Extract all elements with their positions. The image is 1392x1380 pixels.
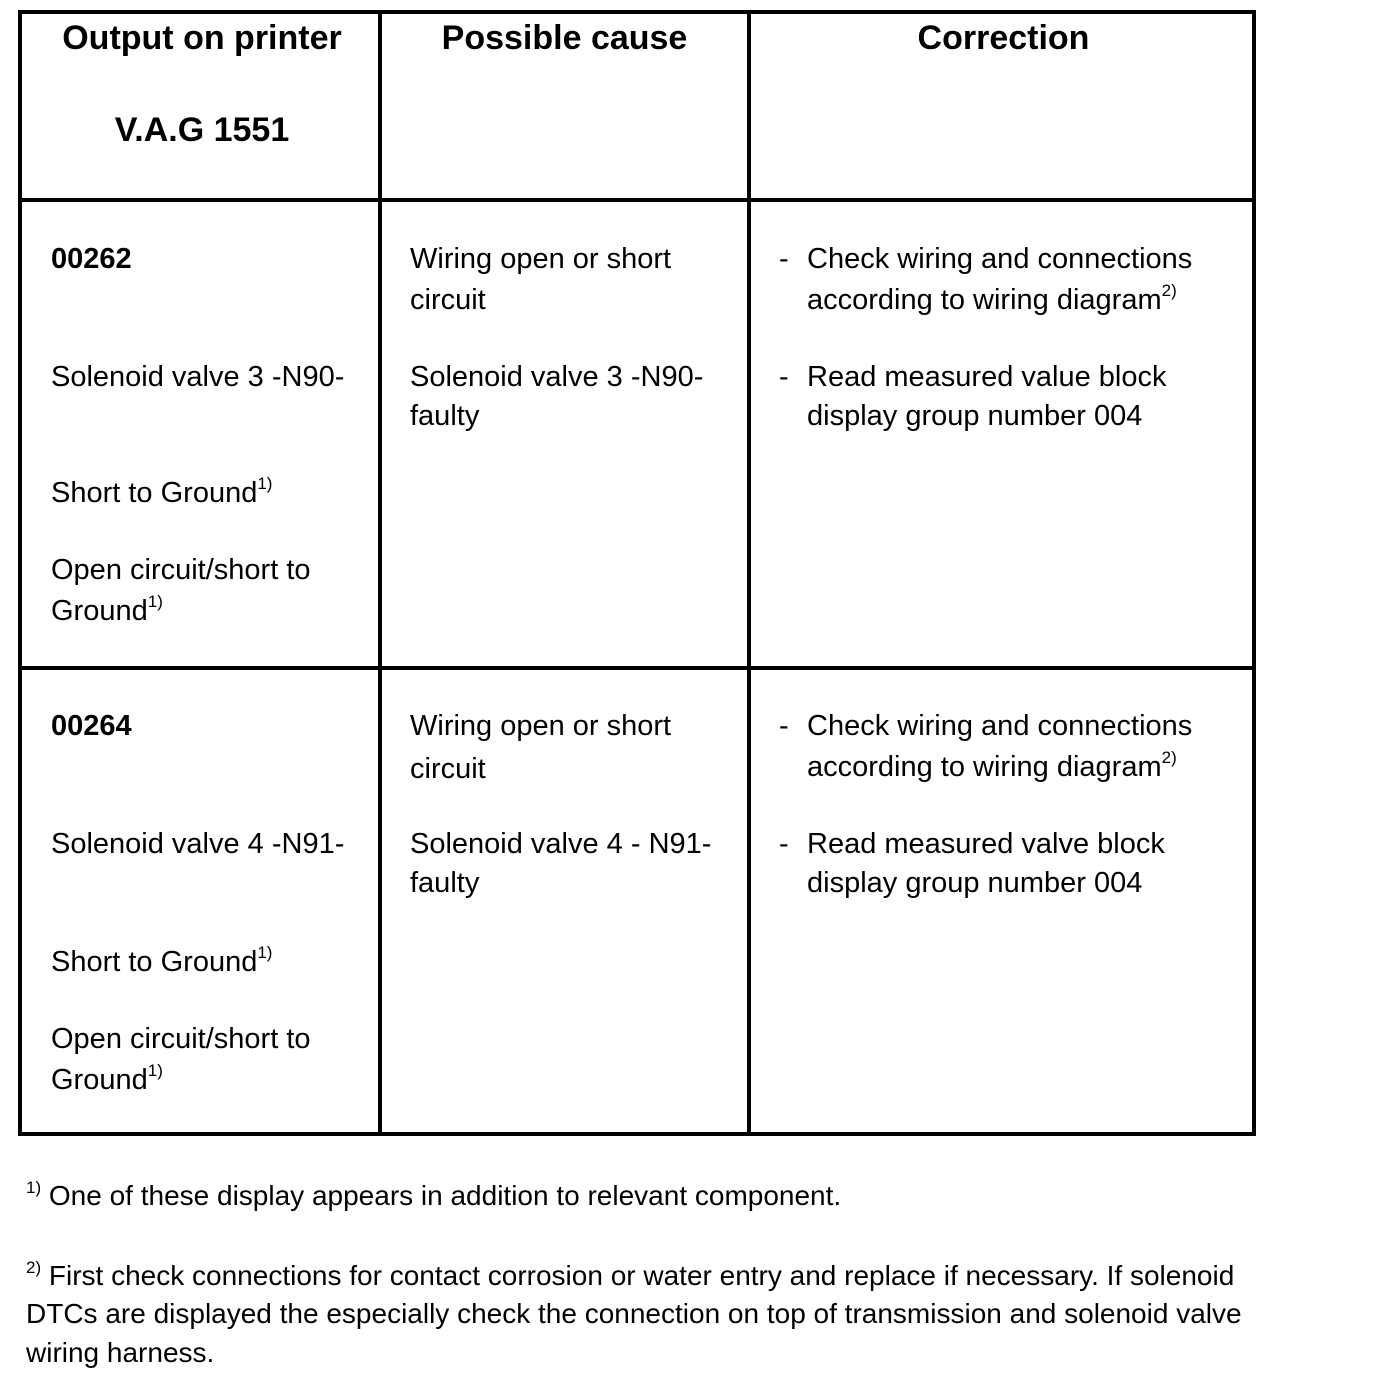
dtc-code: 00264 bbox=[51, 710, 132, 742]
footnote-marker: 1) bbox=[26, 1177, 42, 1197]
header-output-on-printer bbox=[22, 18, 382, 150]
header-possible-cause: Possible cause bbox=[441, 19, 688, 57]
correction-read-block-line1: Read measured valve block bbox=[807, 828, 1165, 860]
cause-wiring-line1: Wiring open or short bbox=[410, 710, 672, 742]
footnote-ref: 1) bbox=[257, 943, 273, 963]
footnote-2-line3: wiring harness. bbox=[26, 1337, 215, 1368]
fault-text: Short to Ground bbox=[51, 477, 258, 509]
column-divider bbox=[378, 14, 382, 1132]
dtc-fault-short-to-ground bbox=[51, 942, 272, 982]
bullet-dash: - bbox=[779, 828, 789, 860]
bullet-dash: - bbox=[779, 361, 789, 393]
dtc-fault-open-circuit-line1: Open circuit/short to bbox=[51, 554, 311, 586]
fault-text: Ground bbox=[51, 595, 148, 627]
footnote-1 bbox=[26, 1176, 841, 1215]
fault-text: Short to Ground bbox=[51, 946, 258, 978]
footnote-marker: 2) bbox=[26, 1257, 42, 1277]
dtc-fault-open-circuit-line2 bbox=[51, 591, 163, 631]
row-divider bbox=[22, 666, 1252, 670]
footnote-text: One of these display appears in addition to relevant component. bbox=[41, 1180, 842, 1211]
cause-wiring-line2: circuit bbox=[410, 284, 486, 316]
correction-text: according to wiring diagram bbox=[807, 284, 1162, 316]
cause-solenoid-line2: faulty bbox=[410, 867, 480, 899]
row-divider bbox=[22, 198, 1252, 202]
footnote-ref: 1) bbox=[257, 474, 273, 494]
footnote-text: First check connections for contact corrosion or water entry and replace if necessary. If solenoid bbox=[41, 1260, 1235, 1291]
bullet-dash: - bbox=[779, 710, 789, 742]
header-col1-line2: V.A.G 1551 bbox=[114, 111, 290, 149]
footnote-ref: 2) bbox=[1161, 748, 1177, 768]
fault-text: Ground bbox=[51, 1064, 148, 1096]
footnote-2-line1 bbox=[26, 1256, 1234, 1295]
bullet-dash: - bbox=[779, 243, 789, 275]
header-col1-line1: Output on printer bbox=[62, 19, 342, 57]
cause-wiring-line2: circuit bbox=[410, 753, 486, 785]
footnote-2-line2: DTCs are displayed the especially check the connection on top of transmission and solenoid valve bbox=[26, 1298, 1242, 1329]
correction-read-block-line2: display group number 004 bbox=[807, 867, 1143, 899]
dtc-fault-short-to-ground bbox=[51, 473, 272, 513]
dtc-component: Solenoid valve 3 -N90- bbox=[51, 361, 345, 393]
correction-check-wiring-line1: Check wiring and connections bbox=[807, 710, 1193, 742]
correction-text: according to wiring diagram bbox=[807, 751, 1162, 783]
dtc-table bbox=[18, 10, 1256, 1136]
footnote-ref: 1) bbox=[147, 1061, 163, 1081]
cause-wiring-line1: Wiring open or short bbox=[410, 243, 672, 275]
column-divider bbox=[747, 14, 751, 1132]
correction-read-block-line1: Read measured value block bbox=[807, 361, 1167, 393]
dtc-fault-open-circuit-line1: Open circuit/short to bbox=[51, 1023, 311, 1055]
header-correction: Correction bbox=[917, 19, 1090, 57]
dtc-code: 00262 bbox=[51, 243, 132, 275]
correction-check-wiring-line2 bbox=[807, 747, 1177, 787]
footnote-ref: 1) bbox=[147, 592, 163, 612]
footnote-ref: 2) bbox=[1161, 281, 1177, 301]
cause-solenoid-line2: faulty bbox=[410, 400, 480, 432]
correction-read-block-line2: display group number 004 bbox=[807, 400, 1143, 432]
dtc-fault-open-circuit-line2 bbox=[51, 1060, 163, 1100]
dtc-component: Solenoid valve 4 -N91- bbox=[51, 828, 345, 860]
cause-solenoid-line1: Solenoid valve 3 -N90- bbox=[410, 361, 704, 393]
correction-check-wiring-line1: Check wiring and connections bbox=[807, 243, 1193, 275]
correction-check-wiring-line2 bbox=[807, 280, 1177, 320]
cause-solenoid-line1: Solenoid valve 4 - N91- bbox=[410, 828, 712, 860]
